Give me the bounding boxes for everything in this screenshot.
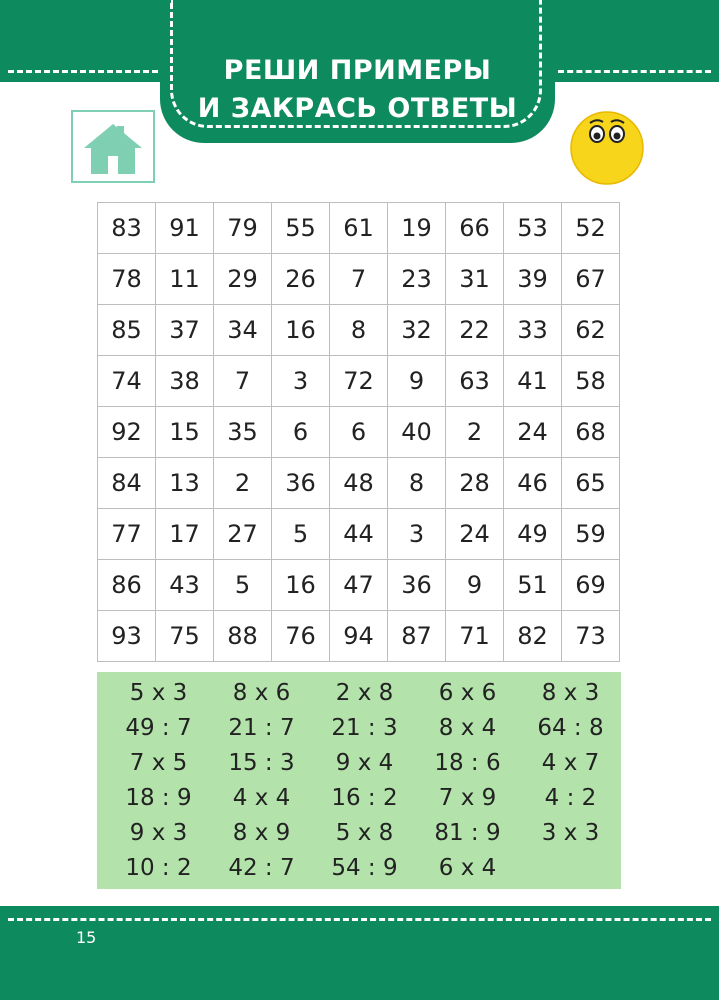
- grid-cell[interactable]: 79: [214, 203, 272, 254]
- home-button[interactable]: [71, 110, 155, 183]
- task-expression: 6 x 4: [438, 855, 497, 881]
- grid-cell[interactable]: 43: [156, 560, 214, 611]
- grid-cell[interactable]: 9: [388, 356, 446, 407]
- page-number: 15: [76, 928, 97, 947]
- grid-row: [98, 560, 620, 611]
- grid-cell[interactable]: 37: [156, 305, 214, 356]
- header-dashed-line-left: [8, 70, 158, 73]
- grid-cell[interactable]: 66: [446, 203, 504, 254]
- grid-cell[interactable]: 3: [272, 356, 330, 407]
- task-expression: 16 : 2: [331, 785, 398, 811]
- grid-cell[interactable]: 24: [504, 407, 562, 458]
- task-expression: 6 x 6: [438, 680, 497, 706]
- grid-cell[interactable]: 7: [330, 254, 388, 305]
- grid-cell[interactable]: 77: [98, 509, 156, 560]
- grid-cell[interactable]: 76: [272, 611, 330, 662]
- grid-cell[interactable]: 85: [98, 305, 156, 356]
- answer-grid: [97, 202, 620, 662]
- task-expression: 21 : 3: [331, 715, 398, 741]
- grid-cell[interactable]: 53: [504, 203, 562, 254]
- grid-cell[interactable]: 38: [156, 356, 214, 407]
- grid-cell[interactable]: 88: [214, 611, 272, 662]
- grid-cell[interactable]: 94: [330, 611, 388, 662]
- grid-cell[interactable]: 39: [504, 254, 562, 305]
- grid-cell[interactable]: 6: [272, 407, 330, 458]
- grid-cell[interactable]: 59: [562, 509, 620, 560]
- grid-cell[interactable]: 72: [330, 356, 388, 407]
- grid-cell[interactable]: 16: [272, 305, 330, 356]
- grid-cell[interactable]: 87: [388, 611, 446, 662]
- task-expression: 8 x 9: [232, 820, 291, 846]
- grid-cell[interactable]: 23: [388, 254, 446, 305]
- grid-cell[interactable]: 9: [446, 560, 504, 611]
- task-expression: 18 : 9: [125, 785, 192, 811]
- task-expression: 4 x 4: [232, 785, 291, 811]
- grid-cell[interactable]: 78: [98, 254, 156, 305]
- task-expression: 7 x 9: [438, 785, 497, 811]
- grid-row: [98, 254, 620, 305]
- grid-cell[interactable]: 5: [272, 509, 330, 560]
- grid-cell[interactable]: 67: [562, 254, 620, 305]
- grid-cell[interactable]: 71: [446, 611, 504, 662]
- task-expression: 18 : 6: [434, 750, 501, 776]
- grid-cell[interactable]: 46: [504, 458, 562, 509]
- grid-cell[interactable]: 48: [330, 458, 388, 509]
- grid-row: [98, 305, 620, 356]
- task-expression: 9 x 4: [335, 750, 394, 776]
- grid-cell[interactable]: 51: [504, 560, 562, 611]
- task-expression: 5 x 8: [335, 820, 394, 846]
- task-panel: [97, 672, 621, 889]
- smiley-face-icon: [569, 110, 645, 186]
- page-title: [160, 52, 555, 128]
- grid-cell[interactable]: 33: [504, 305, 562, 356]
- grid-cell[interactable]: 34: [214, 305, 272, 356]
- grid-cell[interactable]: 49: [504, 509, 562, 560]
- title-line-1: РЕШИ ПРИМЕРЫ: [223, 55, 492, 86]
- grid-cell[interactable]: 83: [98, 203, 156, 254]
- grid-row: [98, 356, 620, 407]
- grid-cell[interactable]: 24: [446, 509, 504, 560]
- grid-cell[interactable]: 73: [562, 611, 620, 662]
- task-expression: 9 x 3: [129, 820, 188, 846]
- grid-cell[interactable]: 11: [156, 254, 214, 305]
- grid-cell[interactable]: 61: [330, 203, 388, 254]
- grid-cell[interactable]: 91: [156, 203, 214, 254]
- task-expression: 8 x 4: [438, 715, 497, 741]
- house-icon: [80, 120, 146, 176]
- task-expression: 42 : 7: [228, 855, 295, 881]
- grid-cell[interactable]: 17: [156, 509, 214, 560]
- grid-cell[interactable]: 63: [446, 356, 504, 407]
- grid-cell[interactable]: 75: [156, 611, 214, 662]
- grid-cell[interactable]: 13: [156, 458, 214, 509]
- grid-row: [98, 458, 620, 509]
- header-dashed-line-right: [558, 70, 711, 73]
- grid-cell[interactable]: 7: [214, 356, 272, 407]
- grid-cell[interactable]: 8: [388, 458, 446, 509]
- task-expression: 10 : 2: [125, 855, 192, 881]
- task-expression: 8 x 6: [232, 680, 291, 706]
- grid-cell[interactable]: 29: [214, 254, 272, 305]
- grid-cell[interactable]: 36: [272, 458, 330, 509]
- grid-cell[interactable]: 26: [272, 254, 330, 305]
- task-expression: 3 x 3: [541, 820, 600, 846]
- grid-cell[interactable]: 47: [330, 560, 388, 611]
- footer-dashed-line: [8, 918, 711, 921]
- footer-band: [0, 906, 719, 1000]
- grid-cell[interactable]: 2: [446, 407, 504, 458]
- grid-row: [98, 203, 620, 254]
- grid-cell[interactable]: 86: [98, 560, 156, 611]
- grid-cell[interactable]: 52: [562, 203, 620, 254]
- grid-cell[interactable]: 44: [330, 509, 388, 560]
- grid-cell[interactable]: 68: [562, 407, 620, 458]
- grid-cell[interactable]: 69: [562, 560, 620, 611]
- grid-cell[interactable]: 62: [562, 305, 620, 356]
- title-line-2: И ЗАКРАСЬ ОТВЕТЫ: [197, 93, 518, 124]
- grid-cell[interactable]: 40: [388, 407, 446, 458]
- task-expression: 21 : 7: [228, 715, 295, 741]
- grid-cell[interactable]: 35: [214, 407, 272, 458]
- task-expression: 5 x 3: [129, 680, 188, 706]
- grid-cell[interactable]: 58: [562, 356, 620, 407]
- grid-cell[interactable]: 2: [214, 458, 272, 509]
- grid-row: [98, 407, 620, 458]
- grid-cell[interactable]: 3: [388, 509, 446, 560]
- grid-cell[interactable]: 65: [562, 458, 620, 509]
- grid-cell[interactable]: 55: [272, 203, 330, 254]
- grid-cell[interactable]: 8: [330, 305, 388, 356]
- grid-row: [98, 509, 620, 560]
- grid-cell[interactable]: 19: [388, 203, 446, 254]
- grid-cell[interactable]: 41: [504, 356, 562, 407]
- task-expression: 15 : 3: [228, 750, 295, 776]
- grid-cell[interactable]: 5: [214, 560, 272, 611]
- task-expression: 49 : 7: [125, 715, 192, 741]
- grid-cell[interactable]: 92: [98, 407, 156, 458]
- task-expression: 2 x 8: [335, 680, 394, 706]
- task-expression: 7 x 5: [129, 750, 188, 776]
- grid-cell[interactable]: 16: [272, 560, 330, 611]
- grid-cell[interactable]: 93: [98, 611, 156, 662]
- task-expression: 54 : 9: [331, 855, 398, 881]
- task-expression: 64 : 8: [537, 715, 604, 741]
- task-expression: 4 x 7: [541, 750, 600, 776]
- task-expression: 4 : 2: [544, 785, 597, 811]
- grid-cell[interactable]: 36: [388, 560, 446, 611]
- grid-cell[interactable]: 82: [504, 611, 562, 662]
- task-expression: [519, 851, 622, 886]
- grid-cell[interactable]: 32: [388, 305, 446, 356]
- grid-cell[interactable]: 31: [446, 254, 504, 305]
- grid-cell[interactable]: 22: [446, 305, 504, 356]
- task-expression: 81 : 9: [434, 820, 501, 846]
- grid-cell[interactable]: 27: [214, 509, 272, 560]
- grid-cell[interactable]: 74: [98, 356, 156, 407]
- grid-cell[interactable]: 15: [156, 407, 214, 458]
- grid-cell[interactable]: 84: [98, 458, 156, 509]
- task-expression: 8 x 3: [541, 680, 600, 706]
- grid-cell[interactable]: 6: [330, 407, 388, 458]
- grid-cell[interactable]: 28: [446, 458, 504, 509]
- grid-row: [98, 611, 620, 662]
